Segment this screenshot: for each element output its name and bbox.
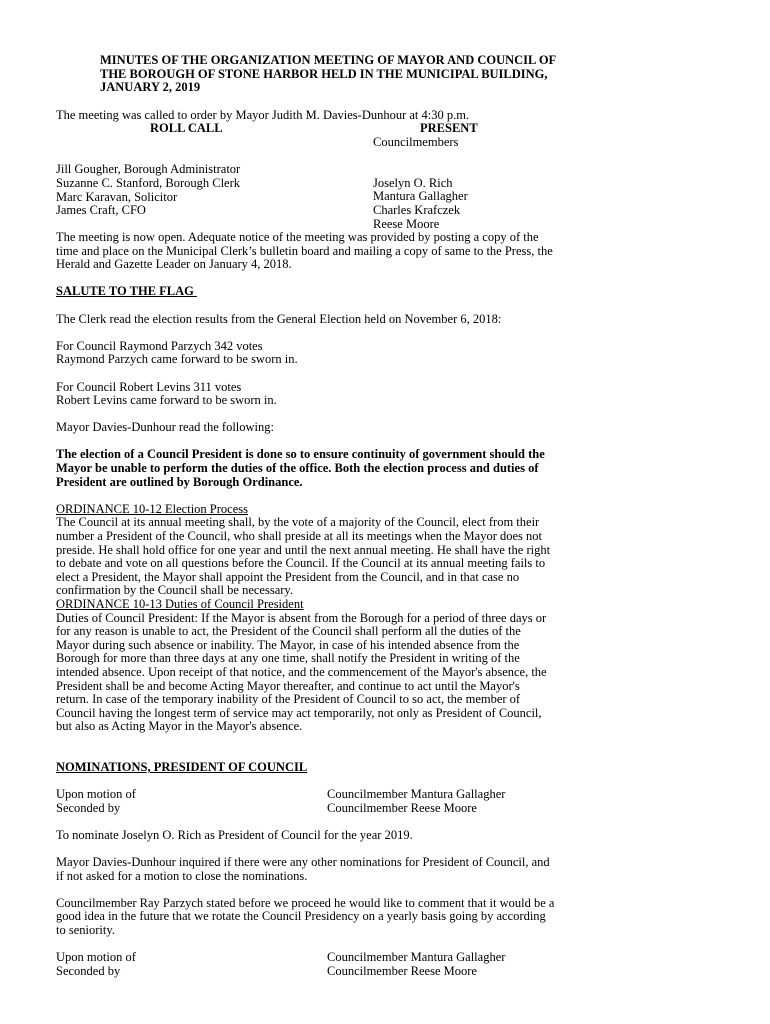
staff-list [56, 163, 240, 217]
text-line: The Council at its annual meeting shall, by the vote of a majority of the Council, elect from their [56, 515, 540, 530]
text-line: Councilmember Ray Parzych stated before we proceed he would like to comment that it would be a [56, 895, 555, 910]
election-result [56, 381, 668, 408]
text-line: Council having the longest term of service may act temporarily, not only as President of Council, [56, 705, 542, 720]
text-line: time and place on the Municipal Clerk’s bulletin board and mailing a copy of same to the Press, the [56, 243, 553, 258]
staff-item: Suzanne C. Stanford, Borough Clerk [56, 175, 241, 190]
salute-heading: SALUTE TO THE FLAG [56, 284, 198, 299]
text-line: preside. He shall hold office for one year and until the next annual meeting. He shall have the right [56, 542, 551, 557]
inquiry-paragraph [56, 856, 668, 883]
upon-motion-label: Upon motion of [56, 950, 136, 965]
text-line: good idea in the future that we rotate the Council Presidency on a yearly basis going by according [56, 909, 546, 924]
text-line: intended absence. Upon receipt of that notice, and the commencement of the Mayor's absence, the [56, 664, 547, 679]
text-line: President shall be and become Acting Mayor thereafter, and continue to act until the Mayor's [56, 678, 520, 693]
title-line: JANUARY 2, 2019 [100, 80, 201, 95]
text-line: The meeting is now open. Adequate notice of the meeting was provided by posting a copy of the [56, 229, 539, 244]
member-item: Charles Krafczek [373, 202, 461, 217]
staff-item: Marc Karavan, Solicitor [56, 189, 178, 204]
text-line: For Council Robert Levins 311 votes [56, 379, 242, 394]
text-line: return. In case of the temporary inability of the President of Council to so act, the member of [56, 692, 521, 707]
text-line: to seniority. [56, 923, 115, 938]
election-intro: The Clerk read the election results from the General Election held on November 6, 2018: [56, 311, 502, 326]
councilmembers-label: Councilmembers [373, 134, 459, 149]
text-line: confirmation by the Council shall be necessary. [56, 583, 293, 598]
seconded-value: Councilmember Reese Moore [327, 963, 477, 978]
text-line: Robert Levins came forward to be sworn in. [56, 393, 277, 408]
staff-item: Jill Gougher, Borough Administrator [56, 162, 241, 177]
upon-motion-value: Councilmember Mantura Gallagher [327, 950, 506, 965]
notice-paragraph [56, 231, 668, 272]
text-line: President are outlined by Borough Ordinance. [56, 474, 303, 489]
text-line: The election of a Council President is done so to ensure continuity of government should the [56, 447, 545, 462]
text-line: Mayor be unable to perform the duties of the office. Both the election process and duties of [56, 461, 539, 476]
ordinance-10-13 [56, 598, 668, 734]
text-line: Mayor Davies-Dunhour inquired if there were any other nominations for President of Council, and [56, 855, 550, 870]
seconded-value: Councilmember Reese Moore [327, 800, 477, 815]
text-line: number a President of the Council, who shall preside at all its meetings when the Mayor does not [56, 529, 543, 544]
mayor-read: Mayor Davies-Dunhour read the following: [56, 420, 274, 435]
text-line: elect a President, the Mayor shall appoint the President from the Council, and in that case no [56, 569, 520, 584]
motion-block [56, 788, 668, 815]
text-line: but also as Acting Mayor in the Mayor's absence. [56, 719, 303, 734]
bold-statement [56, 448, 668, 489]
member-item: Joselyn O. Rich [373, 175, 453, 190]
title-line: MINUTES OF THE ORGANIZATION MEETING OF MAYOR AND COUNCIL OF [100, 53, 557, 67]
upon-motion-value: Councilmember Mantura Gallagher [327, 787, 506, 802]
motion-block [56, 951, 668, 978]
seconded-label: Seconded by [56, 800, 121, 815]
ordinance-heading: ORDINANCE 10-12 Election Process [56, 501, 248, 516]
member-item: Mantura Gallagher [373, 189, 468, 204]
member-item: Reese Moore [373, 216, 440, 231]
members-list [373, 177, 468, 231]
nominations-heading: NOMINATIONS, PRESIDENT OF COUNCIL [56, 759, 308, 774]
text-line: For Council Raymond Parzych 342 votes [56, 338, 263, 353]
ordinance-heading: ORDINANCE 10-13 Duties of Council President [56, 597, 304, 611]
text-line: to debate and vote on all questions before the Council. If the Council at its annual meeting fails to [56, 556, 546, 571]
present-heading: PRESENT [420, 121, 478, 136]
text-line: Duties of Council President: If the Mayor is absent from the Borough for a period of three days or [56, 610, 547, 625]
comment-paragraph [56, 897, 668, 938]
text-line: Raymond Parzych came forward to be sworn in. [56, 352, 298, 367]
ordinance-10-12 [56, 503, 668, 598]
seconded-label: Seconded by [56, 963, 121, 978]
call-to-order: The meeting was called to order by Mayor Judith M. Davies-Dunhour at 4:30 p.m. [56, 107, 470, 122]
minutes-document [56, 54, 668, 978]
roll-call-heading: ROLL CALL [150, 121, 223, 136]
nomination-text: To nominate Joselyn O. Rich as President of Council for the year 2019. [56, 827, 413, 842]
text-line: Borough for more than three days at any one time, shall notify the President in writing of the [56, 651, 520, 666]
upon-motion-label: Upon motion of [56, 787, 136, 802]
text-line: for any reason is unable to act, the President of the Council shall perform all the duties of the [56, 624, 521, 639]
staff-item: James Craft, CFO [56, 203, 146, 218]
election-result [56, 340, 668, 367]
text-line: if not asked for a motion to close the nominations. [56, 868, 308, 883]
document-title [100, 54, 668, 95]
text-line: Herald and Gazette Leader on January 4, 2018. [56, 257, 292, 272]
roll-call-section [56, 121, 668, 231]
text-line: Mayor during such absence or inability. The Mayor, in case of his intended absence from the [56, 637, 520, 652]
title-line: THE BOROUGH OF STONE HARBOR HELD IN THE MUNICIPAL BUILDING, [100, 66, 548, 81]
